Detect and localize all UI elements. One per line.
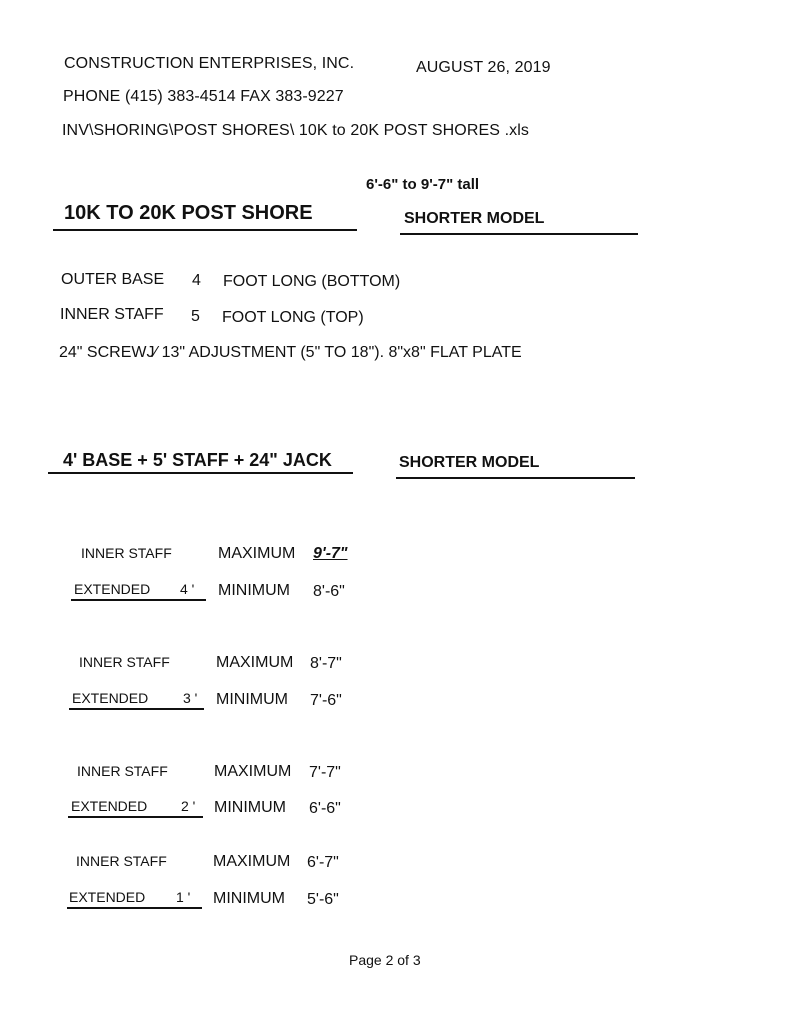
ext2-underline bbox=[69, 708, 204, 710]
ext1-label-bottom: EXTENDED bbox=[74, 581, 151, 597]
spec-outer-base-qty: 4 bbox=[192, 272, 201, 289]
ext4-label-bottom: EXTENDED bbox=[69, 889, 146, 905]
ext2-label-top: INNER STAFF bbox=[79, 654, 170, 670]
ext1-max-value: 9'-7" bbox=[313, 545, 348, 562]
ext1-feet: 4 ' bbox=[180, 581, 195, 597]
ext4-min-value: 5'-6" bbox=[307, 891, 339, 908]
ext2-max-value: 8'-7" bbox=[310, 655, 342, 672]
ext4-min-label: MINIMUM bbox=[213, 890, 285, 907]
section1-title: 10K TO 20K POST SHORE bbox=[64, 202, 313, 224]
ext1-min-label: MINIMUM bbox=[218, 582, 290, 599]
spec-inner-staff-desc: FOOT LONG (TOP) bbox=[222, 309, 364, 326]
ext4-max-label: MAXIMUM bbox=[213, 853, 291, 870]
section1-model: SHORTER MODEL bbox=[404, 210, 545, 227]
page-number: Page 2 of 3 bbox=[349, 952, 421, 968]
ext1-underline bbox=[71, 599, 206, 601]
company-name: CONSTRUCTION ENTERPRISES, INC. bbox=[64, 55, 355, 72]
ext4-feet: 1 ' bbox=[176, 889, 191, 905]
section2-model: SHORTER MODEL bbox=[399, 454, 540, 471]
ext4-label-top: INNER STAFF bbox=[76, 853, 167, 869]
ext3-label-top: INNER STAFF bbox=[77, 763, 168, 779]
file-path: INV\SHORING\POST SHORES\ 10K to 20K POST SHORES .xls bbox=[62, 122, 529, 139]
ext3-min-label: MINIMUM bbox=[214, 799, 286, 816]
document-date: AUGUST 26, 2019 bbox=[416, 59, 551, 76]
ext3-underline bbox=[68, 816, 203, 818]
spec-outer-base-desc: FOOT LONG (BOTTOM) bbox=[223, 273, 401, 290]
section1-model-underline bbox=[400, 233, 638, 235]
ext3-max-value: 7'-7" bbox=[309, 764, 341, 781]
ext3-max-label: MAXIMUM bbox=[214, 763, 292, 780]
ext1-max-label: MAXIMUM bbox=[218, 545, 296, 562]
spec-inner-staff-qty: 5 bbox=[191, 308, 200, 325]
spec-outer-base-label: OUTER BASE bbox=[61, 271, 165, 288]
screwjack-line: 24" SCREWJ⁄ 13" ADJUSTMENT (5" TO 18"). 8"x8" FLAT PLATE bbox=[59, 344, 522, 361]
ext3-label-bottom: EXTENDED bbox=[71, 798, 148, 814]
ext1-label-top: INNER STAFF bbox=[81, 545, 172, 561]
spec-inner-staff-label: INNER STAFF bbox=[60, 306, 164, 323]
ext2-max-label: MAXIMUM bbox=[216, 654, 294, 671]
ext4-max-value: 6'-7" bbox=[307, 854, 339, 871]
section1-title-underline bbox=[53, 229, 357, 231]
height-range: 6'-6" to 9'-7" tall bbox=[366, 176, 480, 193]
ext4-underline bbox=[67, 907, 202, 909]
ext1-min-value: 8'-6" bbox=[313, 583, 345, 600]
section2-model-underline bbox=[396, 477, 635, 479]
ext3-feet: 2 ' bbox=[181, 798, 196, 814]
section2-title-underline bbox=[48, 472, 353, 474]
ext2-feet: 3 ' bbox=[183, 690, 198, 706]
section2-title: 4' BASE + 5' STAFF + 24" JACK bbox=[63, 450, 332, 470]
ext3-min-value: 6'-6" bbox=[309, 800, 341, 817]
ext2-min-value: 7'-6" bbox=[310, 692, 342, 709]
phone-fax: PHONE (415) 383-4514 FAX 383-9227 bbox=[63, 88, 344, 105]
ext2-min-label: MINIMUM bbox=[216, 691, 288, 708]
ext2-label-bottom: EXTENDED bbox=[72, 690, 149, 706]
